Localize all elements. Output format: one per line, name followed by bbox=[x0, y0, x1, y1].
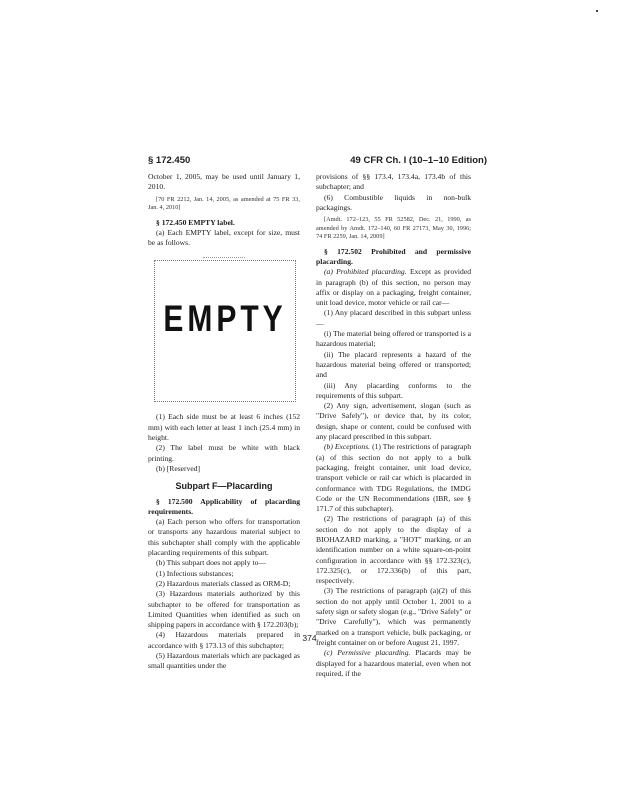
paragraph: (1) Any placard described in this subpart unless— bbox=[316, 308, 471, 328]
citation: [70 FR 2212, Jan. 14, 2005, as amended at 75 FR 33, Jan. 4, 2010] bbox=[148, 195, 300, 212]
right-column bbox=[316, 172, 471, 679]
paragraph-text: (1) The restrictions of paragraph (a) of this section do not apply to a bulk packaging, freight container, unit load device, transport vehicle or rail car which is placarded in conformance with TDG Regulations, the IMDG Code or the UN Recommendations (IBR, see § 171.7 of this subchapter). bbox=[316, 442, 472, 514]
left-column bbox=[148, 172, 300, 672]
paragraph-label: (a) Prohibited placarding. bbox=[324, 267, 407, 277]
paragraph: provisions of §§ 173.4, 173.4a, 173.4b of this subchapter; and bbox=[316, 172, 471, 192]
paragraph: (3) Hazardous materials authorized by this subchapter to be offered for transportation as Limited Quantities when identified as such on shipping papers in accordance with § 172.203(b); bbox=[148, 589, 300, 630]
subpart-heading: Subpart F—Placarding bbox=[175, 481, 273, 492]
paragraph: (6) Combustible liquids in non-bulk packagings. bbox=[316, 192, 471, 212]
paragraph: (i) The material being offered or transported is a hazardous material; bbox=[316, 329, 471, 349]
paragraph-text: Placards may be displayed for a hazardous material, even when not required, if the bbox=[316, 648, 471, 678]
citation: [Amdt. 172–123, 55 FR 52582, Dec. 21, 1990, as amended by Amdt. 172–140, 60 FR 27173, May 30, 1996; 74 FR 2259, Jan. 14, 2009] bbox=[316, 216, 471, 241]
section-heading-172-450: § 172.450 EMPTY label. bbox=[156, 217, 235, 227]
paragraph: (4) Hazardous materials prepared in accordance with § 173.13 of this subchapter; bbox=[148, 630, 300, 650]
paragraph bbox=[316, 267, 471, 308]
paragraph: (ii) The placard represents a hazard of the hazardous material being offered or transported; and bbox=[316, 349, 471, 380]
paragraph: (iii) Any placarding conforms to the requirements of this subpart. bbox=[316, 380, 471, 400]
paragraph: (b) This subpart does not apply to— bbox=[156, 558, 266, 568]
figure-top-rule bbox=[203, 257, 245, 261]
empty-label-figure bbox=[154, 260, 296, 402]
paragraph: (b) [Reserved] bbox=[156, 463, 201, 473]
paragraph bbox=[316, 648, 471, 679]
paragraph-text: Except as provided in paragraph (b) of this section, no person may affix or display on a packaging, freight container, unit load device, motor vehicle or rail car— bbox=[316, 267, 472, 308]
section-heading-172-502: § 172.502 Prohibited and permissive placarding. bbox=[316, 246, 471, 266]
paragraph: (2) The label must be white with black printing. bbox=[148, 443, 300, 463]
paragraph: (2) Hazardous materials classed as ORM-D; bbox=[156, 578, 291, 588]
paragraph: (a) Each person who offers for transportation or transports any hazardous material subject to this subchapter shall comply with the applicable placarding requirements of this subpart. bbox=[148, 517, 300, 558]
scan-speck bbox=[596, 10, 598, 12]
paragraph: (2) The restrictions of paragraph (a) of this section do not apply to the display of a BIOHAZARD marking, a "HOT" marking, or an identification number on a white square-on-point configuration in accordance with §§ 172.323(c), 172.325(c), or 172.336(b) of this part, respectively. bbox=[316, 514, 471, 586]
empty-label-text: EMPTY bbox=[163, 299, 287, 341]
paragraph: (3) The restrictions of paragraph (a)(2) of this section do not apply until October 1, 2001 to a safety sign or safety slogan (e.g., "Drive Safely" or "Drive Carefully"), which was permanently marked on a transport vehicle, bulk packaging, or freight container on or before August 21, 1997. bbox=[316, 586, 471, 647]
paragraph-label: (c) Permissive placarding. bbox=[324, 648, 411, 658]
paragraph: (5) Hazardous materials which are packaged as small quantities under the bbox=[148, 651, 300, 671]
paragraph: (2) Any sign, advertisement, slogan (such as "Drive Safely"), or device that, by its color, design, shape or content, could be confused with any placard prescribed in this subpart. bbox=[316, 401, 471, 442]
paragraph: (1) Infectious substances; bbox=[156, 568, 234, 578]
paragraph: (a) Each EMPTY label, except for size, must be as follows. bbox=[148, 227, 300, 248]
paragraph-label: (b) Exceptions. bbox=[324, 442, 371, 452]
running-header-section: § 172.450 bbox=[148, 155, 191, 166]
paragraph: (1) Each side must be at least 6 inches (152 mm) with each letter at least 1 inch (25.4 mm) in height. bbox=[148, 412, 300, 443]
running-header-title: 49 CFR Ch. I (10–1–10 Edition) bbox=[350, 155, 487, 166]
paragraph bbox=[316, 442, 471, 514]
paragraph: October 1, 2005, may be used until January 1, 2010. bbox=[148, 172, 300, 192]
page-number: 374 bbox=[302, 633, 317, 643]
section-heading-172-500: § 172.500 Applicability of placarding requirements. bbox=[148, 496, 300, 516]
